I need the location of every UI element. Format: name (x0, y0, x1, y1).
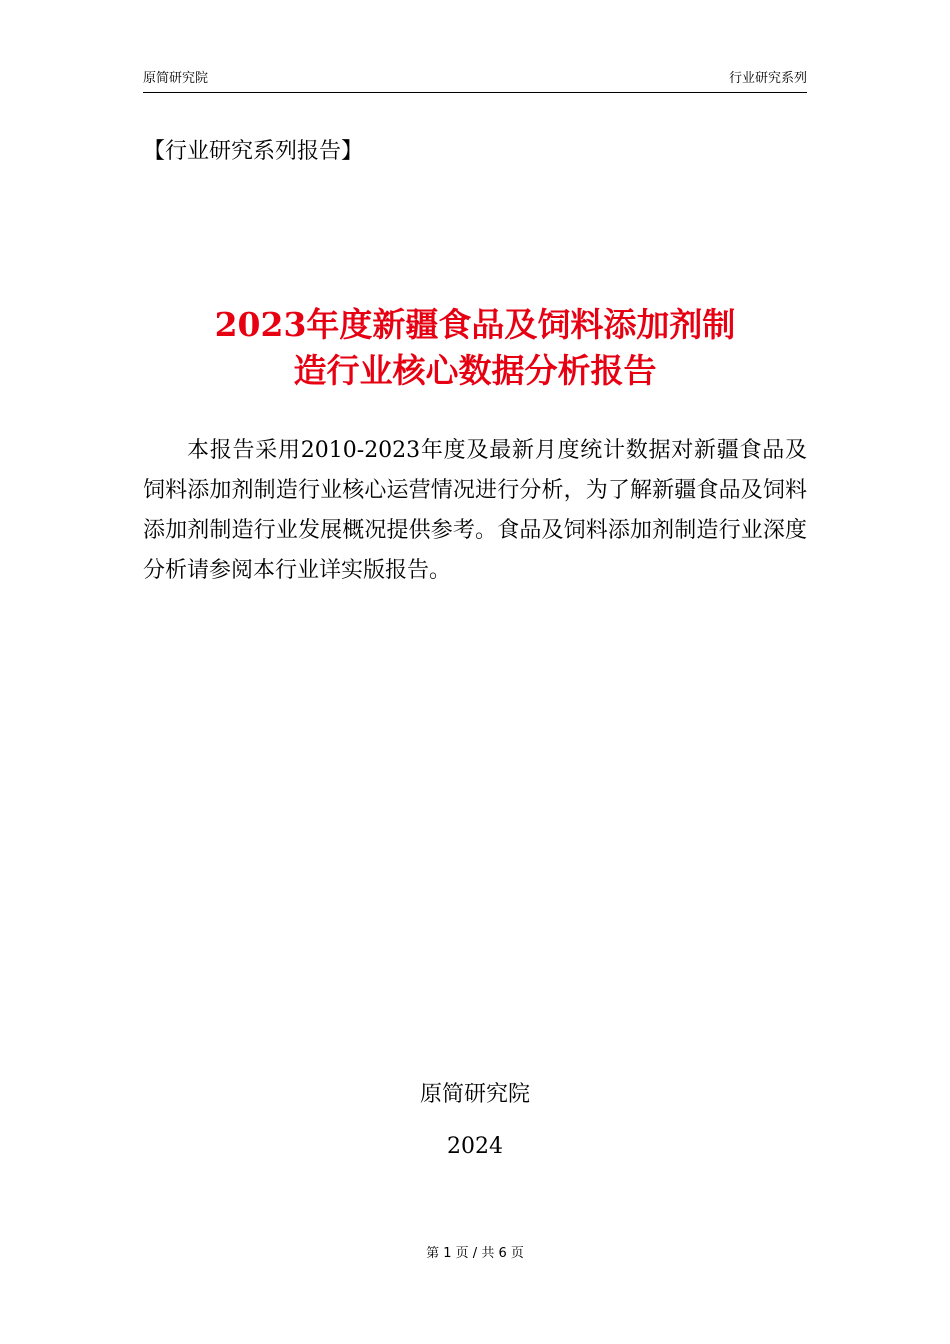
header-org-name: 原简研究院 (143, 71, 209, 86)
header-series-name: 行业研究系列 (728, 71, 807, 86)
abstract-paragraph: 本报告采用2010-2023年度及最新月度统计数据对新疆食品及饲料添加剂制造行业核心运营情况进行分析，为了解新疆食品及饲料添加剂制造行业发展概况提供参考。食品及饲料添加剂制造行业深度分析请参阅本行业详实版报告。 (143, 438, 807, 583)
publish-year: 2024 (447, 1134, 503, 1159)
page-header (143, 70, 807, 93)
report-title-line-2: 造行业核心数据分析报告 (293, 351, 657, 390)
report-title (143, 302, 807, 394)
page-number-footer: 第 1 页 / 共 6 页 (426, 1246, 524, 1261)
report-title-line-1: 2023年度新疆食品及饲料添加剂制 (214, 305, 736, 344)
series-tag: 【行业研究系列报告】 (143, 139, 364, 164)
publisher-name: 原简研究院 (419, 1082, 530, 1107)
